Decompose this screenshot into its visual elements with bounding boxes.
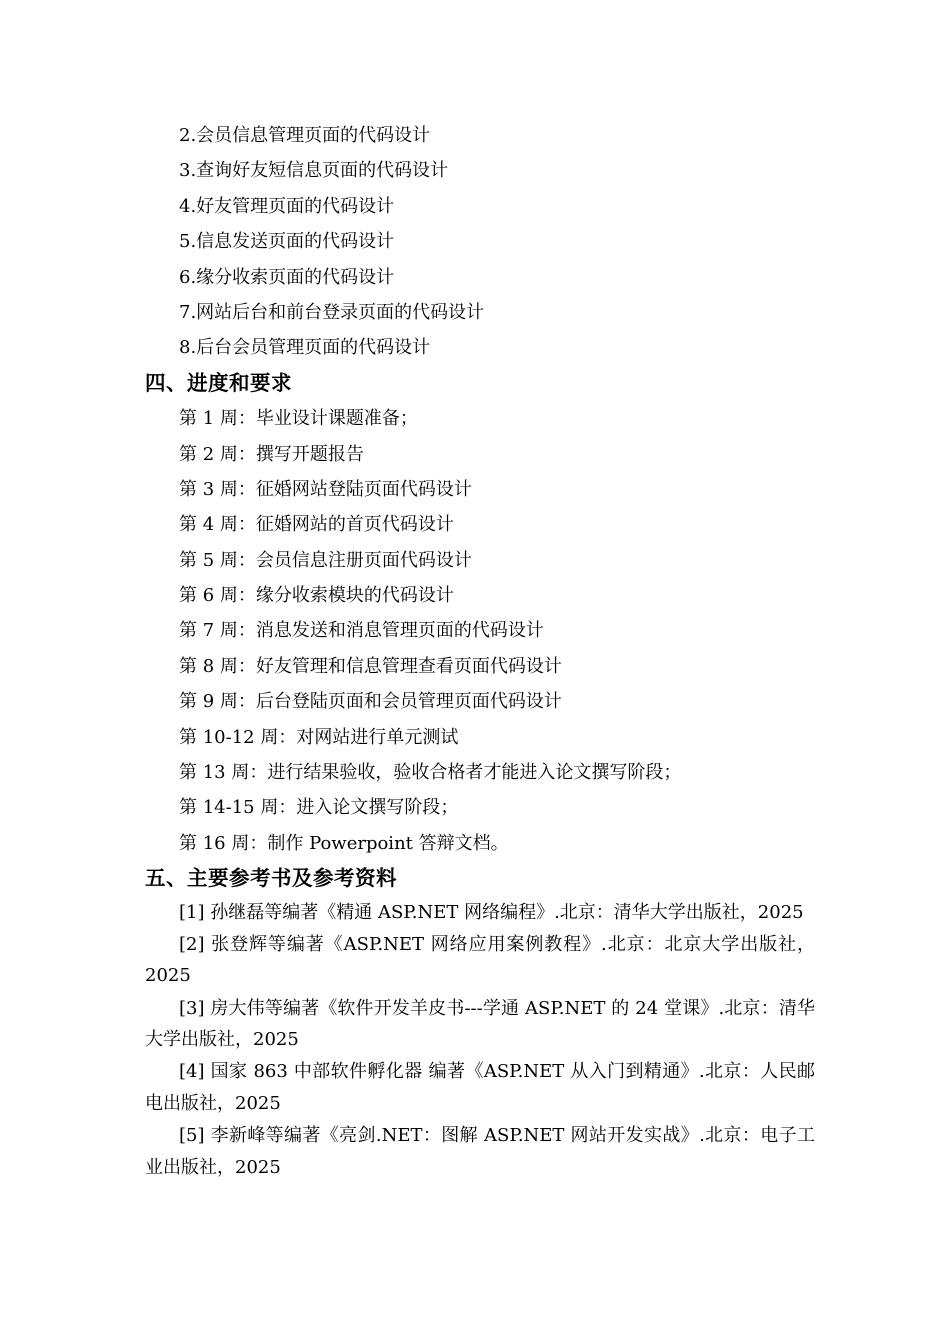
reference-list bbox=[145, 897, 815, 1184]
reference-item: [3] 房大伟等编著《软件开发羊皮书---学通 ASP.NET 的 24 堂课》.北京：清华大学出版社，2025 bbox=[145, 997, 815, 1051]
schedule-item: 第 16 周：制作 Powerpoint 答辩文档。 bbox=[179, 832, 509, 854]
schedule-item: 第 6 周：缘分收索模块的代码设计 bbox=[179, 585, 454, 607]
schedule-item: 第 5 周：会员信息注册页面代码设计 bbox=[179, 549, 472, 571]
list-item: 5.信息发送页面的代码设计 bbox=[179, 231, 395, 253]
document-body bbox=[145, 118, 815, 1184]
list-item: 8.后台会员管理页面的代码设计 bbox=[179, 337, 431, 359]
schedule-item: 第 9 周：后台登陆页面和会员管理页面代码设计 bbox=[179, 691, 562, 713]
section3-item-list bbox=[145, 118, 815, 366]
schedule-item: 第 3 周：征婚网站登陆页面代码设计 bbox=[179, 478, 472, 500]
schedule-item: 第 13 周：进行结果验收，验收合格者才能进入论文撰写阶段； bbox=[179, 762, 682, 784]
section5-heading: 五、主要参考书及参考资料 bbox=[145, 866, 397, 891]
list-item: 6.缘分收索页面的代码设计 bbox=[179, 266, 395, 288]
reference-item: [4] 国家 863 中部软件孵化器 编著《ASP.NET 从入门到精通》.北京：人民邮电出版社，2025 bbox=[145, 1061, 815, 1114]
list-item: 4.好友管理页面的代码设计 bbox=[179, 195, 395, 217]
schedule-item: 第 8 周：好友管理和信息管理查看页面代码设计 bbox=[179, 655, 562, 677]
list-item: 2.会员信息管理页面的代码设计 bbox=[179, 125, 431, 146]
list-item: 7.网站后台和前台登录页面的代码设计 bbox=[179, 301, 485, 323]
list-item: 3.查询好友短信息页面的代码设计 bbox=[179, 160, 449, 182]
schedule-item: 第 10-12 周：对网站进行单元测试 bbox=[179, 726, 459, 748]
reference-item: [5] 李新峰等编著《亮剑.NET：图解 ASP.NET 网站开发实战》.北京：电子工业出版社，2025 bbox=[145, 1125, 815, 1178]
schedule-item: 第 14-15 周：进入论文撰写阶段； bbox=[179, 797, 459, 819]
schedule-item: 第 7 周：消息发送和消息管理页面的代码设计 bbox=[179, 620, 544, 642]
reference-item: [2] 张登辉等编著《ASP.NET 网络应用案例教程》.北京：北京大学出版社，2025 bbox=[145, 933, 815, 987]
reference-item: [1] 孙继磊等编著《精通 ASP.NET 网络编程》.北京：清华大学出版社，2025 bbox=[179, 901, 804, 923]
schedule-item: 第 1 周：毕业设计课题准备； bbox=[179, 408, 418, 430]
schedule-item: 第 2 周：撰写开题报告 bbox=[179, 443, 364, 465]
section4-heading: 四、进度和要求 bbox=[145, 370, 292, 395]
schedule-item: 第 4 周：征婚网站的首页代码设计 bbox=[179, 514, 454, 536]
schedule-list bbox=[145, 401, 815, 861]
